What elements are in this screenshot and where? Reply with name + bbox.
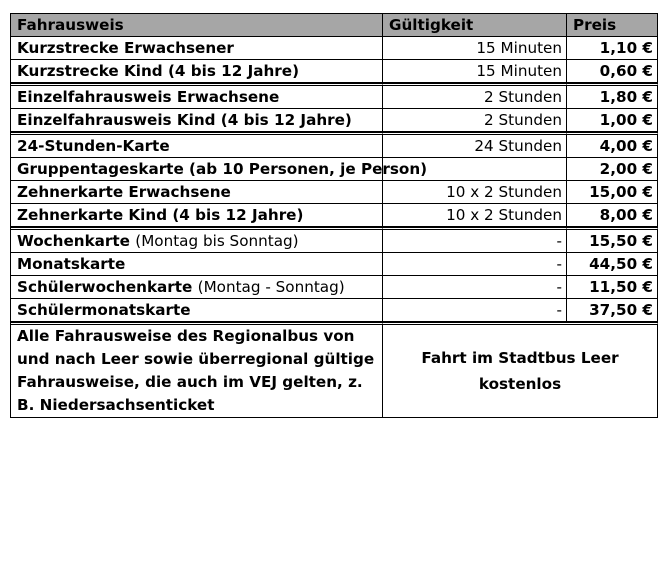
ticket-validity: - [383, 253, 567, 276]
table-row [11, 276, 658, 299]
ticket-price: 15,00 € [567, 181, 658, 204]
ticket-name: 24-Stunden-Karte [11, 132, 383, 158]
ticket-name: Einzelfahrausweis Erwachsene [11, 83, 383, 109]
ticket-name: Wochenkarte (Montag bis Sonntag) [11, 227, 383, 253]
table-row [11, 181, 658, 204]
table-row [11, 37, 658, 60]
ticket-price: 11,50 € [567, 276, 658, 299]
ticket-price: 44,50 € [567, 253, 658, 276]
ticket-price: 37,50 € [567, 299, 658, 322]
fare-table [10, 13, 658, 418]
header-ticket: Fahrausweis [11, 14, 383, 37]
ticket-name: Monatskarte [11, 253, 383, 276]
ticket-price: 1,80 € [567, 83, 658, 109]
footer-right-text: Fahrt im Stadtbus Leer kostenlos [383, 322, 658, 418]
ticket-price: 1,10 € [567, 37, 658, 60]
ticket-validity: - [383, 276, 567, 299]
ticket-note: (Montag bis Sonntag) [135, 232, 299, 250]
ticket-validity: 10 x 2 Stunden [383, 204, 567, 227]
ticket-price: 15,50 € [567, 227, 658, 253]
ticket-name: Kurzstrecke Kind (4 bis 12 Jahre) [11, 60, 383, 83]
ticket-validity: 24 Stunden [383, 132, 567, 158]
ticket-price: 8,00 € [567, 204, 658, 227]
table-row [11, 299, 658, 322]
ticket-validity: - [383, 227, 567, 253]
table-row [11, 83, 658, 109]
table-row [11, 158, 658, 181]
table-row [11, 253, 658, 276]
ticket-validity: - [383, 299, 567, 322]
ticket-name: Schülerwochenkarte (Montag - Sonntag) [11, 276, 383, 299]
footer-left-text: Alle Fahrausweise des Regionalbus von und nach Leer sowie überregional gültige Fahrausweise, die auch im VEJ gelten, z. B. Niedersachsenticket [11, 322, 383, 418]
ticket-validity: 2 Stunden [383, 109, 567, 132]
ticket-name: Einzelfahrausweis Kind (4 bis 12 Jahre) [11, 109, 383, 132]
ticket-price: 0,60 € [567, 60, 658, 83]
ticket-name: Schülermonatskarte [11, 299, 383, 322]
header-validity: Gültigkeit [383, 14, 567, 37]
header-price: Preis [567, 14, 658, 37]
table-row [11, 132, 658, 158]
footer-row [11, 322, 658, 418]
ticket-name: Zehnerkarte Erwachsene [11, 181, 383, 204]
ticket-validity: 15 Minuten [383, 37, 567, 60]
ticket-price: 2,00 € [567, 158, 658, 181]
ticket-name: Kurzstrecke Erwachsener [11, 37, 383, 60]
ticket-name: Zehnerkarte Kind (4 bis 12 Jahre) [11, 204, 383, 227]
ticket-note: (Montag - Sonntag) [197, 278, 345, 296]
table-row [11, 227, 658, 253]
table-row [11, 109, 658, 132]
ticket-name: Gruppentageskarte (ab 10 Personen, je Person) [11, 158, 383, 181]
ticket-validity: 15 Minuten [383, 60, 567, 83]
ticket-validity: 10 x 2 Stunden [383, 181, 567, 204]
table-row [11, 60, 658, 83]
ticket-price: 1,00 € [567, 109, 658, 132]
ticket-validity: 2 Stunden [383, 83, 567, 109]
table-header-row [11, 14, 658, 37]
ticket-price: 4,00 € [567, 132, 658, 158]
table-row [11, 204, 658, 227]
